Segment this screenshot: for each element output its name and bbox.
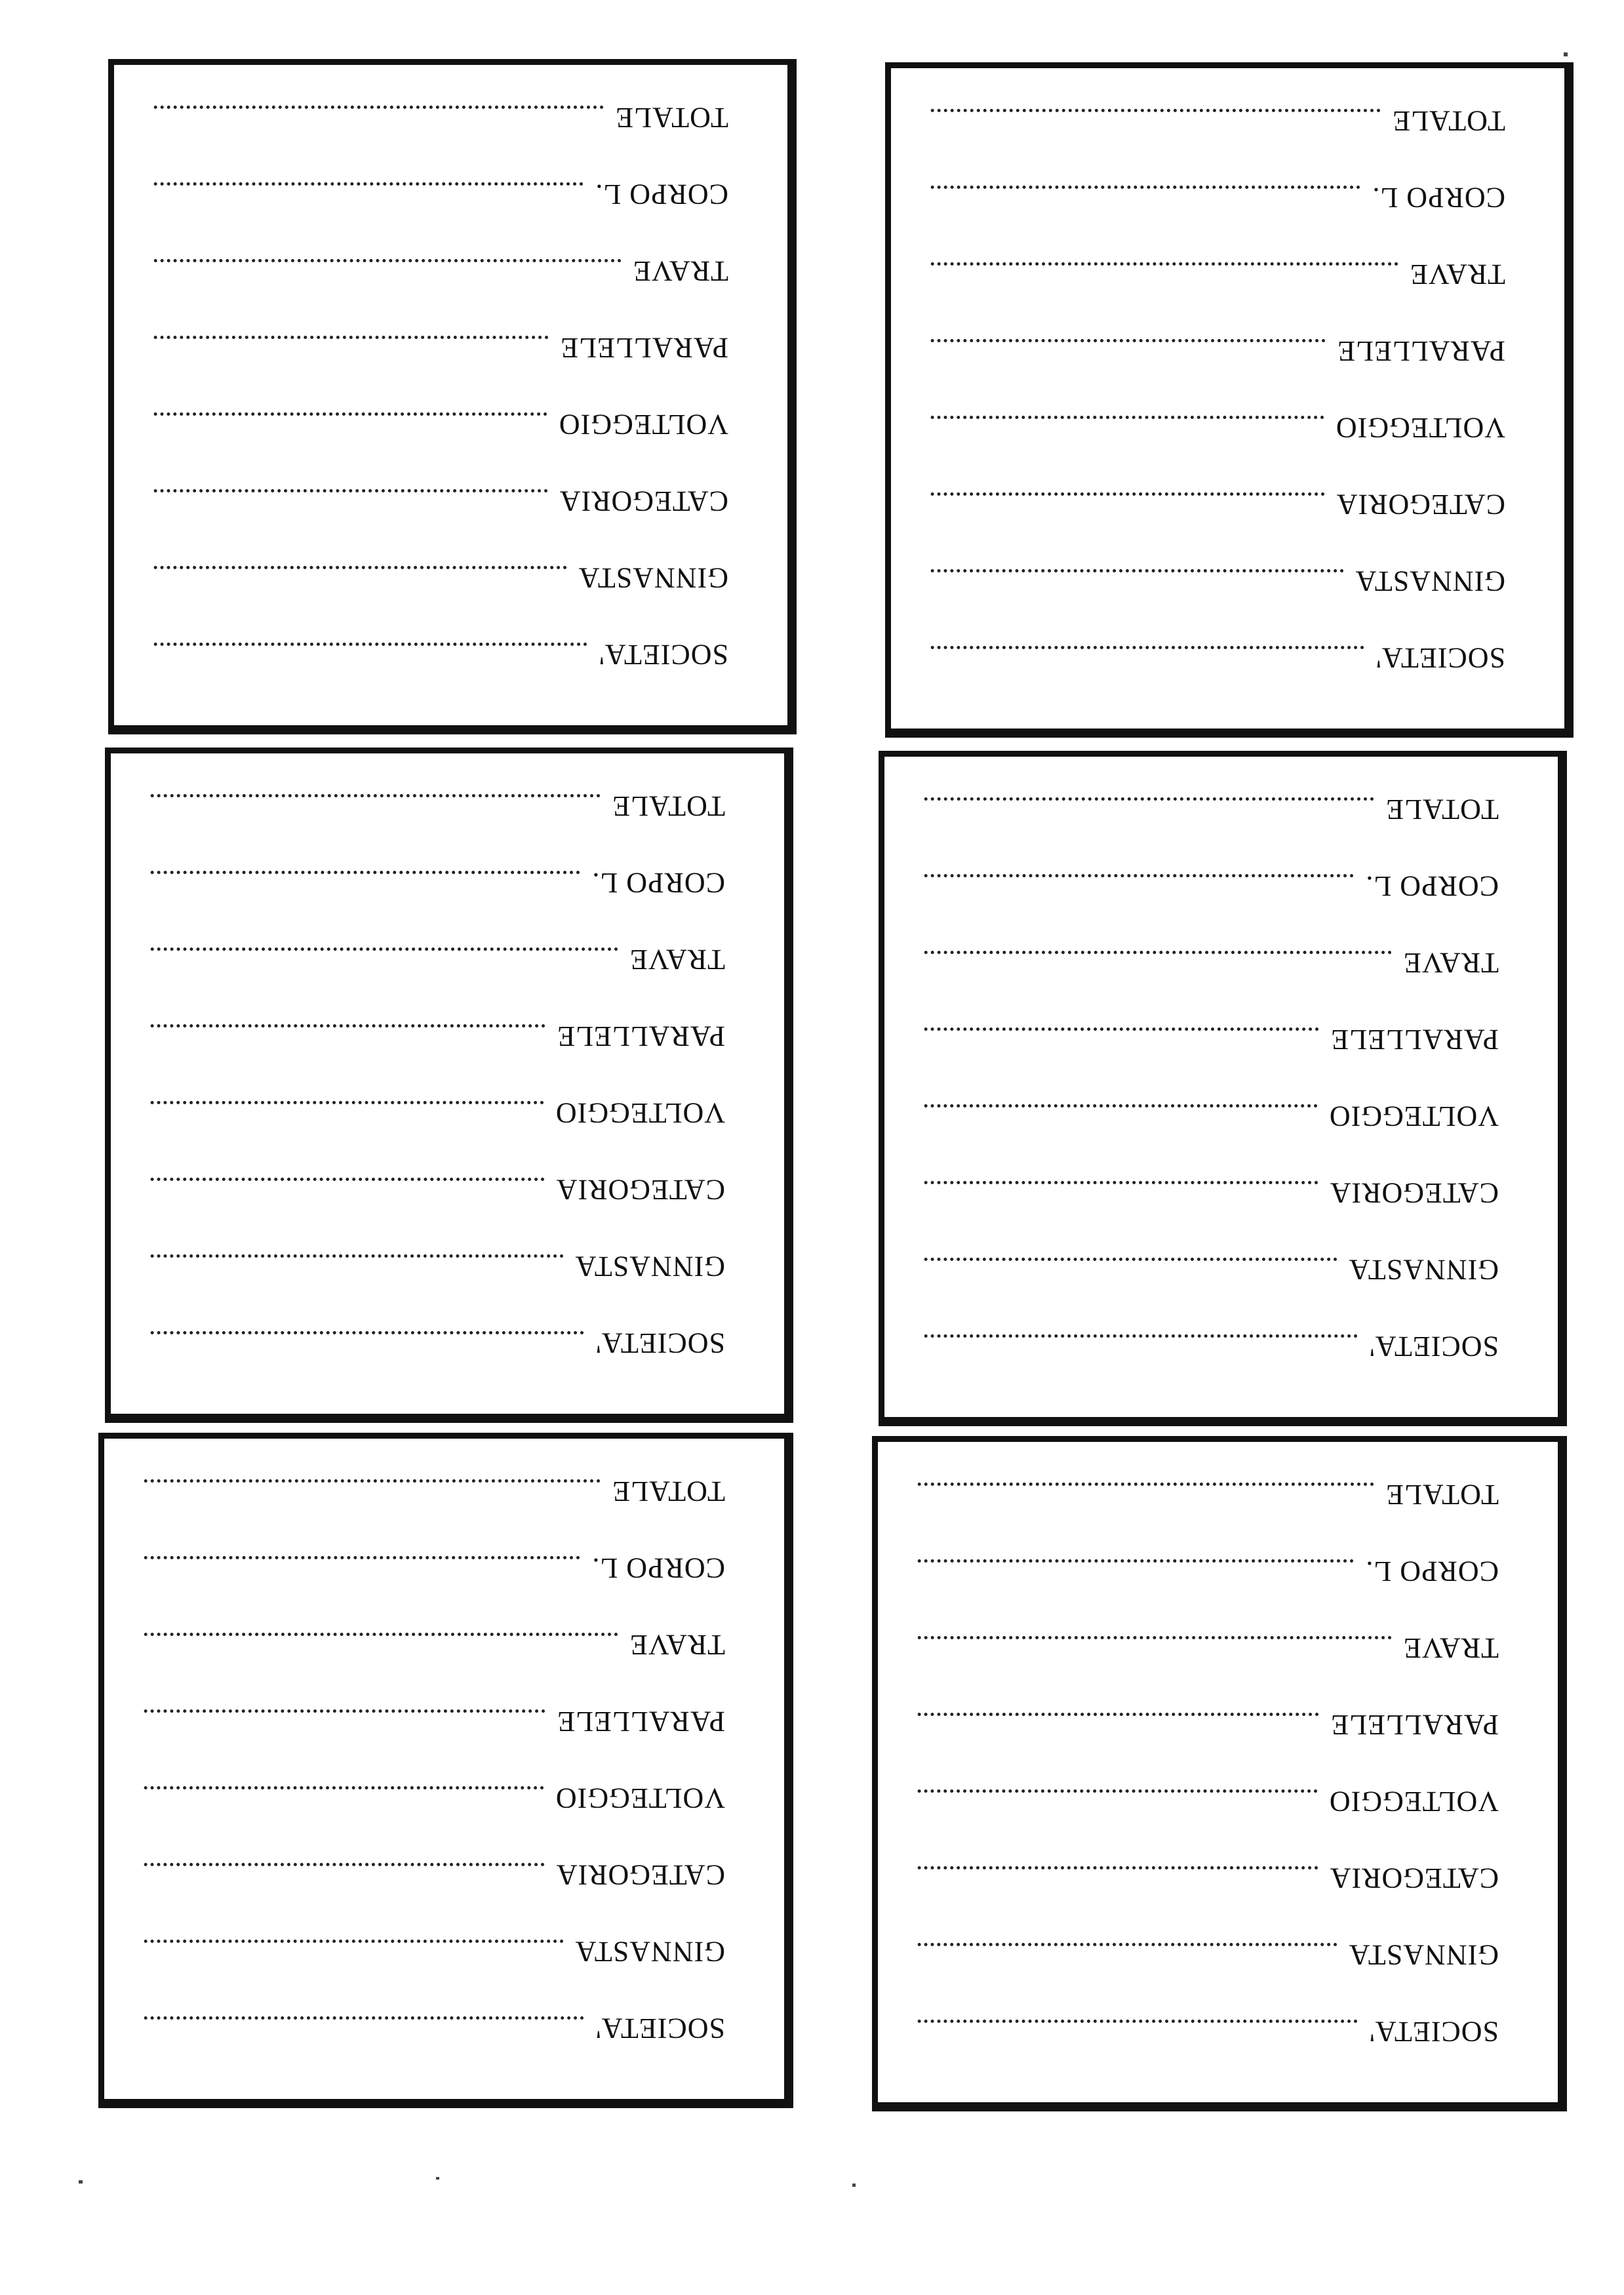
- field-fill-line[interactable]: [153, 336, 548, 339]
- field-row: [930, 336, 1505, 376]
- field-row: [917, 1633, 1499, 1673]
- field-row: [924, 1178, 1499, 1218]
- field-fill-line[interactable]: [144, 2016, 584, 2020]
- field-label: CORPO L.: [591, 867, 725, 899]
- field-fill-line[interactable]: [924, 1181, 1318, 1184]
- field-row: [917, 1864, 1499, 1903]
- field-fill-line[interactable]: [930, 646, 1364, 649]
- field-label: TRAVE: [1410, 258, 1505, 290]
- field-fill-line[interactable]: [924, 1104, 1317, 1108]
- field-fill-line[interactable]: [924, 1028, 1318, 1031]
- field-fill-line[interactable]: [150, 1024, 545, 1028]
- field-label: PARALLELE: [1330, 1709, 1499, 1741]
- field-row: [930, 106, 1505, 146]
- field-row: [153, 103, 728, 142]
- field-fill-line[interactable]: [930, 339, 1325, 342]
- field-fill-line[interactable]: [153, 489, 547, 492]
- field-row: [150, 791, 725, 831]
- field-label: SOCIETA': [1375, 642, 1505, 674]
- field-fill-line[interactable]: [144, 1479, 600, 1483]
- field-row: [930, 183, 1505, 222]
- field-fill-line[interactable]: [930, 262, 1398, 266]
- field-label: SOCIETA': [598, 639, 728, 671]
- card-3: [105, 748, 793, 1423]
- field-row: [150, 1022, 725, 1061]
- card-content: [891, 68, 1564, 728]
- field-fill-line[interactable]: [924, 951, 1391, 954]
- field-label: CATEGORIA: [1329, 1177, 1499, 1209]
- card-2: [885, 62, 1574, 738]
- field-fill-line[interactable]: [144, 1786, 544, 1789]
- field-row: [917, 1710, 1499, 1749]
- field-fill-line[interactable]: [153, 566, 566, 569]
- field-row: [917, 1557, 1499, 1596]
- field-label: VOLTEGGIO: [558, 409, 728, 441]
- field-label: TRAVE: [1403, 947, 1499, 979]
- field-fill-line[interactable]: [150, 871, 580, 874]
- field-label: TOTALE: [1392, 105, 1505, 137]
- field-label: CORPO L.: [1365, 870, 1499, 902]
- field-fill-line[interactable]: [930, 569, 1343, 572]
- field-label: PARALLELE: [557, 1706, 725, 1738]
- field-label: GINNASTA: [574, 1250, 725, 1283]
- field-label: PARALLELE: [1330, 1024, 1499, 1056]
- field-fill-line[interactable]: [917, 1483, 1374, 1486]
- field-row: [144, 1937, 725, 1976]
- field-label: VOLTEGGIO: [555, 1782, 725, 1814]
- field-label: GINNASTA: [1348, 1939, 1499, 1971]
- field-fill-line[interactable]: [924, 1334, 1357, 1338]
- field-label: PARALLELE: [1337, 335, 1505, 367]
- field-fill-line[interactable]: [153, 412, 547, 416]
- field-row: [153, 333, 728, 372]
- field-row: [924, 1255, 1499, 1294]
- field-label: VOLTEGGIO: [1328, 1100, 1499, 1132]
- field-fill-line[interactable]: [917, 1943, 1337, 1946]
- field-label: CATEGORIA: [1329, 1862, 1499, 1894]
- field-label: VOLTEGGIO: [1335, 412, 1505, 444]
- field-row: [924, 1025, 1499, 1064]
- field-label: GINNASTA: [574, 1936, 725, 1968]
- field-row: [917, 1787, 1499, 1826]
- field-label: VOLTEGGIO: [555, 1097, 725, 1129]
- field-fill-line[interactable]: [930, 416, 1324, 419]
- field-label: TRAVE: [629, 1629, 725, 1661]
- field-row: [924, 1332, 1499, 1371]
- field-row: [917, 1480, 1499, 1519]
- card-4: [879, 751, 1567, 1426]
- field-row: [144, 1630, 725, 1669]
- card-6: [872, 1436, 1567, 2111]
- field-label: SOCIETA': [595, 2012, 725, 2045]
- field-label: CORPO L.: [595, 178, 728, 210]
- field-row: [924, 1102, 1499, 1141]
- field-row: [930, 643, 1505, 683]
- field-fill-line[interactable]: [153, 106, 603, 109]
- field-fill-line[interactable]: [917, 1559, 1353, 1563]
- field-label: TOTALE: [612, 790, 725, 822]
- field-fill-line[interactable]: [150, 794, 600, 797]
- field-row: [924, 795, 1499, 834]
- scan-speck: [79, 2180, 83, 2184]
- field-row: [930, 413, 1505, 452]
- field-label: PARALLELE: [557, 1020, 725, 1052]
- field-label: TRAVE: [629, 944, 725, 976]
- card-content: [114, 65, 787, 725]
- field-label: GINNASTA: [1348, 1254, 1499, 1286]
- field-row: [144, 1707, 725, 1746]
- field-label: PARALLELE: [560, 332, 728, 364]
- field-label: TRAVE: [1403, 1632, 1499, 1664]
- field-label: CORPO L.: [1372, 182, 1505, 214]
- scan-speck: [1564, 52, 1568, 56]
- field-label: SOCIETA': [595, 1327, 725, 1359]
- field-label: CATEGORIA: [555, 1859, 725, 1891]
- scan-speck: [436, 2177, 439, 2180]
- field-label: TOTALE: [1385, 1479, 1499, 1511]
- scan-speck: [852, 2184, 856, 2187]
- card-content: [884, 757, 1558, 1417]
- field-fill-line[interactable]: [930, 492, 1324, 496]
- field-label: CATEGORIA: [559, 485, 728, 517]
- field-fill-line[interactable]: [153, 259, 621, 262]
- field-fill-line[interactable]: [917, 1713, 1318, 1716]
- field-row: [930, 567, 1505, 606]
- field-fill-line[interactable]: [150, 1101, 544, 1104]
- field-fill-line[interactable]: [917, 1636, 1391, 1639]
- field-fill-line[interactable]: [150, 948, 618, 951]
- field-label: CORPO L.: [1365, 1555, 1499, 1587]
- field-row: [153, 487, 728, 526]
- field-label: CORPO L.: [591, 1552, 725, 1584]
- field-label: TOTALE: [615, 102, 728, 134]
- field-row: [150, 945, 725, 984]
- card-1: [108, 59, 797, 734]
- field-row: [144, 1784, 725, 1823]
- field-fill-line[interactable]: [144, 1863, 544, 1866]
- field-fill-line[interactable]: [153, 643, 587, 646]
- field-row: [153, 180, 728, 219]
- field-row: [924, 871, 1499, 911]
- field-fill-line[interactable]: [917, 1866, 1318, 1869]
- card-5: [98, 1433, 793, 2108]
- field-row: [150, 1175, 725, 1214]
- field-fill-line[interactable]: [144, 1556, 580, 1559]
- field-row: [917, 2017, 1499, 2056]
- field-row: [930, 490, 1505, 529]
- field-label: GINNASTA: [1355, 565, 1505, 597]
- field-label: TOTALE: [1385, 793, 1499, 826]
- field-fill-line[interactable]: [930, 109, 1380, 112]
- field-fill-line[interactable]: [153, 182, 583, 186]
- card-content: [111, 753, 784, 1414]
- field-fill-line[interactable]: [144, 1709, 545, 1713]
- field-label: TRAVE: [633, 255, 728, 287]
- field-label: SOCIETA': [1368, 1330, 1499, 1363]
- field-label: SOCIETA': [1368, 2016, 1499, 2048]
- field-row: [924, 948, 1499, 988]
- field-row: [153, 640, 728, 679]
- field-row: [150, 1328, 725, 1368]
- field-fill-line[interactable]: [924, 797, 1374, 801]
- field-label: CATEGORIA: [1336, 489, 1505, 521]
- field-label: CATEGORIA: [555, 1174, 725, 1206]
- field-row: [144, 1860, 725, 1900]
- field-row: [150, 868, 725, 908]
- field-row: [917, 1940, 1499, 1980]
- field-row: [144, 2014, 725, 2053]
- card-content: [104, 1439, 784, 2099]
- card-content: [878, 1442, 1558, 2102]
- field-fill-line[interactable]: [924, 874, 1353, 877]
- field-fill-line[interactable]: [144, 1940, 563, 1943]
- field-fill-line[interactable]: [150, 1178, 544, 1181]
- field-fill-line[interactable]: [917, 1789, 1317, 1793]
- field-fill-line[interactable]: [150, 1331, 584, 1334]
- field-row: [150, 1252, 725, 1291]
- field-label: GINNASTA: [578, 562, 728, 594]
- field-row: [144, 1477, 725, 1516]
- field-fill-line[interactable]: [924, 1258, 1337, 1261]
- field-fill-line[interactable]: [930, 186, 1360, 189]
- field-fill-line[interactable]: [150, 1254, 563, 1258]
- field-label: TOTALE: [612, 1475, 725, 1507]
- field-row: [153, 563, 728, 603]
- field-row: [930, 260, 1505, 299]
- field-label: VOLTEGGIO: [1328, 1786, 1499, 1818]
- field-row: [153, 256, 728, 296]
- field-fill-line[interactable]: [144, 1633, 618, 1636]
- field-fill-line[interactable]: [917, 2020, 1357, 2023]
- field-row: [144, 1553, 725, 1593]
- field-row: [153, 410, 728, 449]
- field-row: [150, 1098, 725, 1138]
